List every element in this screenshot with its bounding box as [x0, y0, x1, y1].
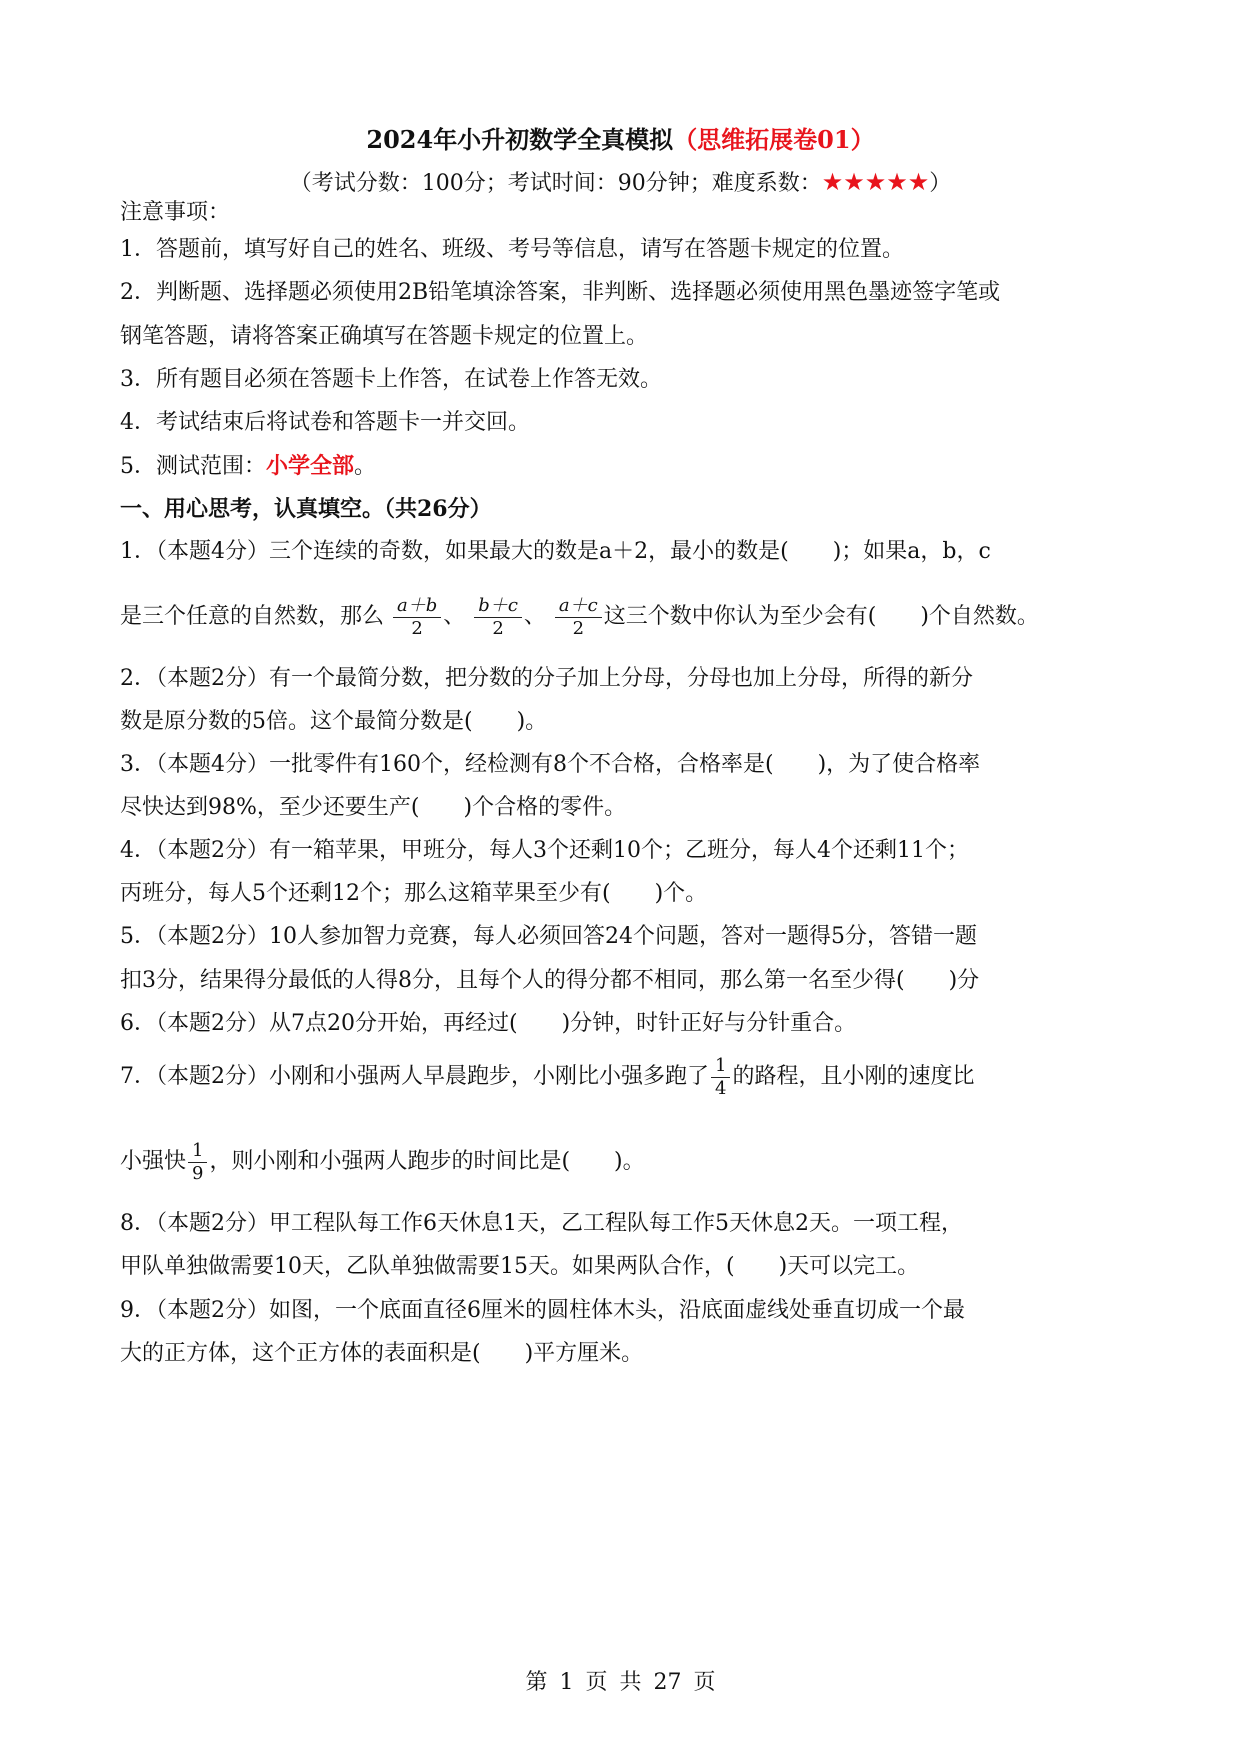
question-8-line-1: 8．（本题2分）甲工程队每工作6天休息1天，乙工程队每工作5天休息2天。一项工程， — [120, 1211, 963, 1236]
fraction-one-ninth — [188, 1140, 207, 1185]
q1-separator-2: 、 — [523, 604, 546, 629]
note-2-line-1: 2．判断题、选择题必须使用2B铅笔填涂答案，非判断、选择题必须使用黑色墨迹签字笔或 — [120, 280, 1001, 305]
page-footer — [0, 1665, 1241, 1696]
note-5-suffix: 。 — [354, 454, 377, 479]
exam-info-text: （考试分数：100分；考试时间：90分钟；难度系数： — [289, 171, 822, 196]
note-4: 4．考试结束后将试卷和答题卡一并交回。 — [120, 410, 530, 435]
q7-text-post: 的路程，且小刚的速度比 — [732, 1064, 975, 1089]
question-8-line-2: 甲队单独做需要10天，乙队单独做需要15天。如果两队合作，( )天可以完工。 — [120, 1254, 920, 1279]
q7b-text-post: ，则小刚和小强两人跑步的时间比是( )。 — [209, 1149, 645, 1174]
question-6: 6．（本题2分）从7点20分开始，再经过( )分钟，时针正好与分针重合。 — [120, 1011, 857, 1036]
question-9-line-1: 9．（本题2分）如图，一个底面直径6厘米的圆柱体木头，沿底面虚线处垂直切成一个最 — [120, 1298, 965, 1323]
note-5-scope: 小学全部 — [266, 453, 355, 479]
fraction-numerator: a＋b — [393, 595, 441, 618]
fraction-denominator: 2 — [572, 617, 585, 639]
q7-text-pre: 7．（本题2分）小刚和小强两人早晨跑步，小刚比小强多跑了 — [120, 1064, 709, 1089]
question-2-line-1: 2．（本题2分）有一个最简分数，把分数的分子加上分母，分母也加上分母，所得的新分 — [120, 666, 973, 691]
q1-separator-1: 、 — [443, 604, 466, 629]
fraction-denominator: 2 — [411, 617, 423, 639]
question-3-line-1: 3．（本题4分）一批零件有160个，经检测有8个不合格，合格率是( )，为了使合格率 — [120, 752, 981, 777]
question-7-line-1 — [120, 1052, 974, 1102]
fraction-numerator: a＋c — [555, 595, 602, 618]
note-1: 1．答题前，填写好自己的姓名、班级、考号等信息，请写在答题卡规定的位置。 — [120, 237, 904, 262]
page-title — [0, 120, 1241, 155]
title-main: 2024年小升初数学全真模拟 — [366, 125, 674, 154]
fraction-numerator: 1 — [711, 1055, 730, 1078]
question-1-line-1: 1．（本题4分）三个连续的奇数，如果最大的数是a＋2，最小的数是( )；如果a，b，c — [120, 539, 991, 564]
fraction-denominator: 2 — [492, 617, 504, 639]
fraction-a-plus-c — [555, 595, 602, 640]
question-3-line-2: 尽快达到98%，至少还要生产( )个合格的零件。 — [120, 795, 627, 820]
note-2-line-2: 钢笔答题，请将答案正确填写在答题卡规定的位置上。 — [120, 324, 649, 349]
fraction-b-plus-c — [474, 595, 522, 640]
note-3: 3．所有题目必须在答题卡上作答，在试卷上作答无效。 — [120, 367, 662, 392]
fraction-denominator: 4 — [715, 1077, 727, 1099]
fraction-a-plus-b — [393, 595, 441, 640]
q1-text-pre: 是三个任意的自然数，那么 — [120, 604, 385, 629]
notes-heading: 注意事项： — [120, 200, 231, 225]
q1-text-post: 这三个数中你认为至少会有( )个自然数。 — [603, 604, 1039, 629]
q7b-text-pre: 小强快 — [120, 1149, 187, 1174]
footer-label-di: 第 — [525, 1670, 548, 1695]
fraction-numerator: b＋c — [474, 595, 522, 618]
question-4-line-2: 丙班分，每人5个还剩12个；那么这箱苹果至少有( )个。 — [120, 881, 708, 906]
footer-label-gong: 共 — [619, 1670, 642, 1695]
question-7-line-2 — [120, 1137, 645, 1187]
question-5-line-1: 5．（本题2分）10人参加智力竞赛，每人必须回答24个问题，答对一题得5分，答错一题 — [120, 924, 977, 949]
title-red: （思维拓展卷01） — [673, 125, 875, 154]
fraction-denominator: 9 — [192, 1162, 204, 1184]
note-5 — [120, 451, 376, 482]
footer-label-ye: 页 — [585, 1670, 608, 1695]
footer-label-ye-2: 页 — [693, 1670, 716, 1695]
question-4-line-1: 4．（本题2分）有一箱苹果，甲班分，每人3个还剩10个；乙班分，每人4个还剩11个； — [120, 838, 969, 863]
footer-page-number: 1 — [559, 1670, 574, 1695]
question-9-line-2: 大的正方体，这个正方体的表面积是( )平方厘米。 — [120, 1341, 644, 1366]
question-1-line-2 — [120, 592, 1039, 642]
exam-info-close: ） — [929, 171, 952, 196]
fraction-numerator: 1 — [188, 1140, 207, 1163]
fraction-one-quarter — [711, 1055, 730, 1100]
question-5-line-2: 扣3分，结果得分最低的人得8分，且每个人的得分都不相同，那么第一名至少得( )分 — [120, 968, 980, 993]
difficulty-stars-icon: ★★★★★ — [821, 168, 930, 196]
note-5-prefix: 5．测试范围： — [120, 454, 266, 479]
question-2-line-2: 数是原分数的5倍。这个最简分数是( )。 — [120, 709, 548, 734]
section-1-heading: 一、用心思考，认真填空。（共26分） — [120, 496, 492, 522]
footer-total-pages: 27 — [653, 1670, 682, 1695]
exam-info — [0, 166, 1241, 197]
